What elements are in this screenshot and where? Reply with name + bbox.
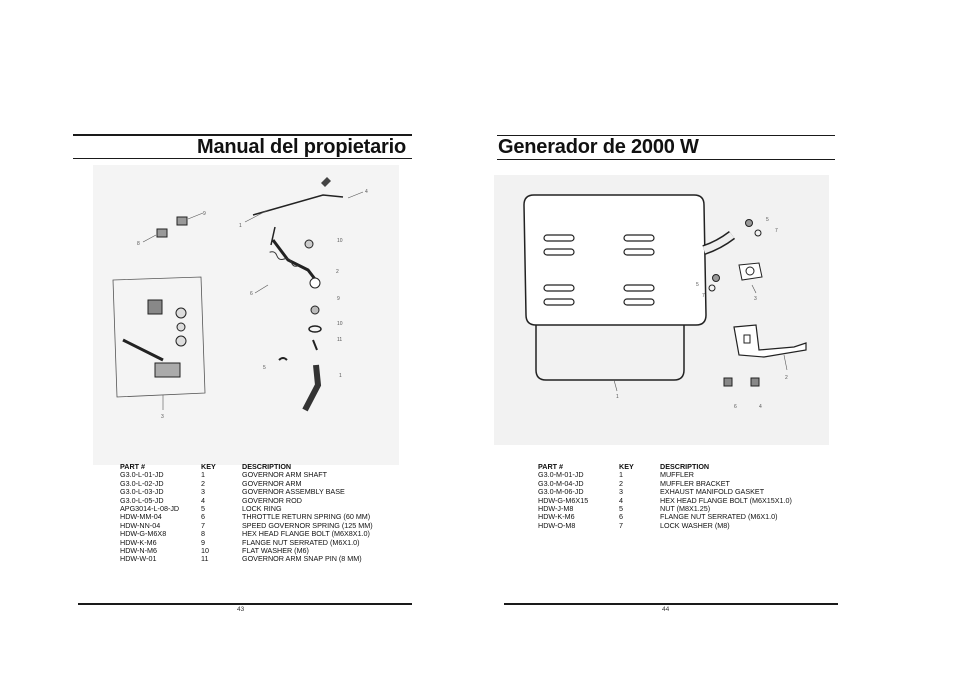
left-header-key: KEY xyxy=(201,462,216,471)
left-header-part: PART # xyxy=(120,462,146,471)
cell-part: APG3014-L-08-JD xyxy=(120,504,180,514)
cell-part: HDW-K-M6 xyxy=(120,537,157,547)
right-header-part: PART # xyxy=(538,462,564,471)
callout-9b: 9 xyxy=(337,296,340,302)
muffler-callout-6: 6 xyxy=(734,404,737,410)
table-row xyxy=(120,555,373,563)
muffler-callout-3: 3 xyxy=(754,296,757,302)
cell-part: G3.0-M-04-JD xyxy=(538,478,584,488)
muffler-callout-2: 2 xyxy=(785,375,788,381)
cell-key: 5 xyxy=(619,504,623,514)
left-page-title: Manual del propietario xyxy=(197,136,406,158)
cell-description: FLANGE NUT SERRATED (M6X1.0) xyxy=(242,537,360,547)
cell-description: HEX HEAD FLANGE BOLT (M6X8X1.0) xyxy=(242,529,370,539)
callout-2: 2 xyxy=(336,269,339,275)
callout-5: 5 xyxy=(263,365,266,371)
left-footer-rule xyxy=(78,603,412,605)
cell-description: FLAT WASHER (M6) xyxy=(242,546,309,556)
cell-part: HDW-NN-04 xyxy=(120,520,161,530)
cell-description: GOVERNOR ARM SHAFT xyxy=(242,470,328,480)
left-parts-table xyxy=(120,463,373,564)
cell-key: 6 xyxy=(201,512,205,522)
callout-9c: 9 xyxy=(203,211,206,217)
right-footer-rule xyxy=(504,603,838,605)
right-title-rule-bottom xyxy=(497,159,835,160)
callout-6: 6 xyxy=(250,291,253,297)
left-title-rule-bottom xyxy=(73,158,412,159)
cell-part: G3.0-L-03-JD xyxy=(120,487,164,497)
cell-part: HDW-W-01 xyxy=(120,554,157,564)
cell-part: HDW-G-M6X8 xyxy=(120,529,167,539)
cell-key: 7 xyxy=(201,520,205,530)
cell-part: HDW-O-M8 xyxy=(538,520,576,530)
muffler-callout-7a: 7 xyxy=(775,228,778,234)
cell-key: 3 xyxy=(619,487,623,497)
callout-3: 3 xyxy=(161,414,164,420)
callout-11: 11 xyxy=(337,337,343,343)
cell-key: 1 xyxy=(201,470,205,480)
cell-description: HEX HEAD FLANGE BOLT (M6X15X1.0) xyxy=(660,495,792,505)
cell-key: 3 xyxy=(201,487,205,497)
cell-description: GOVERNOR ARM SNAP PIN (8 MM) xyxy=(242,554,362,564)
governor-exploded-diagram xyxy=(93,165,399,465)
muffler-callout-4: 4 xyxy=(759,404,762,410)
cell-part: HDW-N-M6 xyxy=(120,546,157,556)
cell-key: 10 xyxy=(201,546,209,556)
cell-description: NUT (M8X1.25) xyxy=(660,504,711,514)
cell-key: 5 xyxy=(201,504,205,514)
cell-description: SPEED GOVERNOR SPRING (125 MM) xyxy=(242,520,373,530)
cell-part: G3.0-L-01-JD xyxy=(120,470,164,480)
cell-description: LOCK WASHER (M8) xyxy=(660,520,730,530)
cell-key: 2 xyxy=(619,478,623,488)
cell-part: G3.0-L-05-JD xyxy=(120,495,164,505)
cell-description: MUFFLER BRACKET xyxy=(660,478,730,488)
callout-10: 10 xyxy=(337,321,343,327)
cell-key: 8 xyxy=(201,529,205,539)
cell-description: THROTTLE RETURN SPRING (60 MM) xyxy=(242,512,371,522)
callout-1: 1 xyxy=(239,223,242,229)
cell-key: 11 xyxy=(201,554,209,564)
right-parts-table xyxy=(538,463,792,530)
cell-part: G3.0-M-01-JD xyxy=(538,470,584,480)
muffler-callout-7b: 7 xyxy=(702,293,705,299)
cell-key: 2 xyxy=(201,478,205,488)
table-row xyxy=(538,522,792,530)
left-header-description: DESCRIPTION xyxy=(242,462,292,471)
cell-key: 9 xyxy=(201,537,205,547)
right-header-key: KEY xyxy=(619,462,634,471)
cell-description: GOVERNOR ARM xyxy=(242,478,302,488)
callout-8: 8 xyxy=(137,241,140,247)
cell-key: 7 xyxy=(619,520,623,530)
muffler-callout-5b: 5 xyxy=(696,282,699,288)
cell-key: 6 xyxy=(619,512,623,522)
right-header-description: DESCRIPTION xyxy=(660,462,710,471)
cell-description: LOCK RING xyxy=(242,504,282,514)
left-page-number: 43 xyxy=(237,606,245,613)
callout-4: 4 xyxy=(365,189,368,195)
callout-9a: 10 xyxy=(337,238,343,244)
cell-part: G3.0-L-02-JD xyxy=(120,478,164,488)
cell-part: G3.0-M-06-JD xyxy=(538,487,584,497)
cell-part: HDW-J-M8 xyxy=(538,504,574,514)
cell-key: 1 xyxy=(619,470,623,480)
callout-1b: 1 xyxy=(339,373,342,379)
cell-key: 4 xyxy=(619,495,623,505)
cell-description: GOVERNOR ROD xyxy=(242,495,302,505)
muffler-callout-1: 1 xyxy=(616,394,619,400)
muffler-exploded-diagram xyxy=(494,175,829,445)
cell-key: 4 xyxy=(201,495,205,505)
cell-part: HDW-G-M6X15 xyxy=(538,495,589,505)
cell-description: GOVERNOR ASSEMBLY BASE xyxy=(242,487,345,497)
right-page-title: Generador de 2000 W xyxy=(498,136,699,158)
right-page-number: 44 xyxy=(662,606,670,613)
cell-part: HDW-MM-04 xyxy=(120,512,162,522)
cell-description: MUFFLER xyxy=(660,470,694,480)
muffler-callout-5a: 5 xyxy=(766,217,769,223)
cell-description: FLANGE NUT SERRATED (M6X1.0) xyxy=(660,512,778,522)
cell-description: EXHAUST MANIFOLD GASKET xyxy=(660,487,765,497)
cell-part: HDW-K-M6 xyxy=(538,512,575,522)
